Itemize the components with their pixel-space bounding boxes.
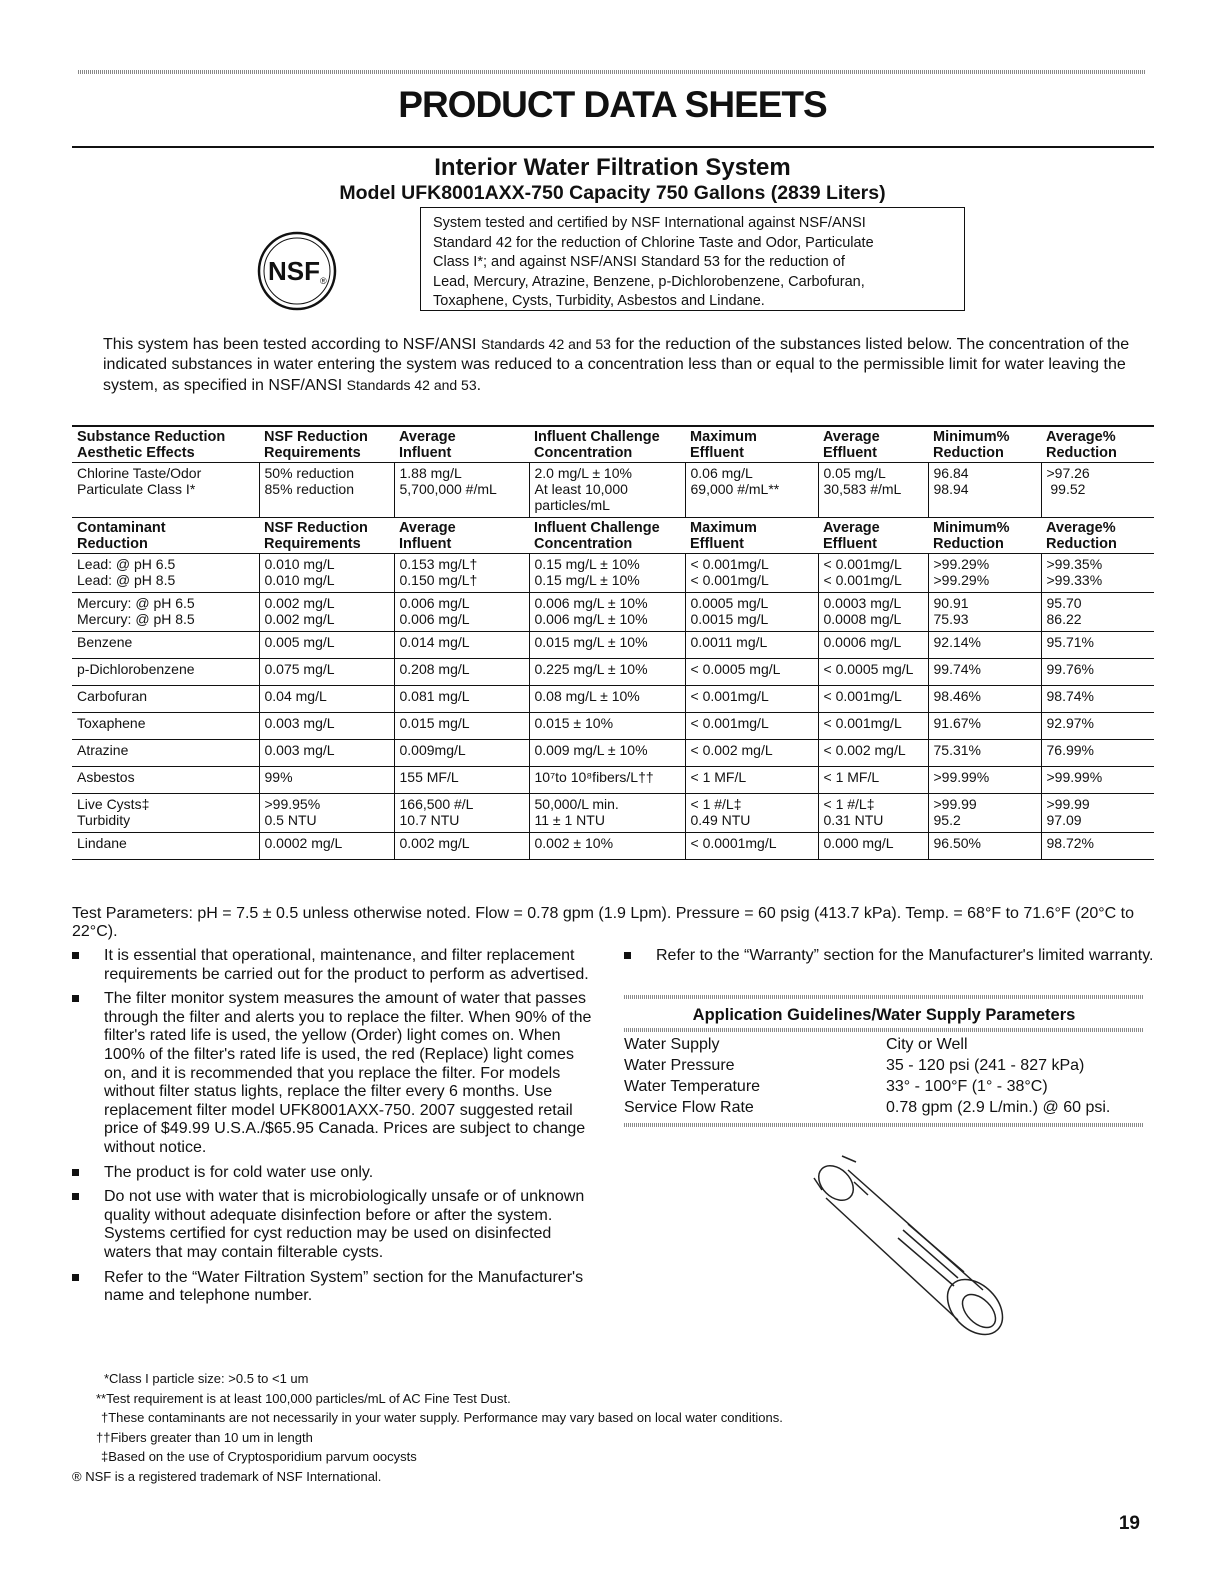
table-cell: >99.99 97.09	[1041, 794, 1154, 833]
table-cell: < 0.0005 mg/L	[685, 659, 818, 686]
table-cell: 0.014 mg/L	[394, 632, 529, 659]
table-cell: 1.88 mg/L 5,700,000 #/mL	[394, 463, 529, 518]
notes-list-left	[72, 947, 592, 1312]
app-value: City or Well	[886, 1036, 968, 1053]
table-cell: Live Cysts‡ Turbidity	[72, 794, 259, 833]
intro-text: .	[476, 377, 482, 394]
table-cell: 99.74%	[928, 659, 1041, 686]
table-cell: 0.015 mg/L ± 10%	[529, 632, 685, 659]
table-cell: Toxaphene	[72, 713, 259, 740]
intro-standards: Standards 42 and 53	[480, 336, 611, 352]
table-cell: 0.153 mg/L† 0.150 mg/L†	[394, 554, 529, 593]
note-item: The filter monitor system measures the amount of water that passes through the filter and alerts you to replace the filter. When 90% of the filter's rated life is used, the yellow (Order) light comes on. When 100% of the filter's rated life is used, the red (Replace) light comes on, and it is recommended that you replace the filter. For models without filter status lights, replace the filter every 6 months. Use replacement filter model UFK8001AXX-750. 2007 suggested retail price of $49.99 U.S.A./$65.95 Canada. Prices are subject to change without notice.	[72, 990, 592, 1157]
column-header: NSF Reduction Requirements	[259, 426, 394, 463]
note-item: Refer to the “Water Filtration System” section for the Manufacturer's name and telephone number.	[72, 1269, 592, 1306]
table-cell: 0.04 mg/L	[259, 686, 394, 713]
app-value: 33° - 100°F (1° - 38°C)	[886, 1078, 1048, 1095]
table-cell: 50% reduction 85% reduction	[259, 463, 394, 518]
table-cell: < 0.0005 mg/L	[818, 659, 928, 686]
system-title: Interior Water Filtration System	[434, 154, 791, 181]
table-cell: 96.84 98.94	[928, 463, 1041, 518]
column-header: NSF Reduction Requirements	[259, 518, 394, 554]
cert-line: Toxaphene, Cysts, Turbidity, Asbestos and Lindane.	[433, 293, 765, 310]
column-header: Average Effluent	[818, 518, 928, 554]
nsf-logo-icon	[256, 230, 338, 312]
note-item: Do not use with water that is microbiologically unsafe or of unknown quality without adequate disinfection before or after the system. Systems certified for cyst reduction may be used on disinfected waters that may contain filterable cysts.	[72, 1188, 592, 1262]
table-cell: >99.99%	[928, 767, 1041, 794]
table-cell: < 0.001mg/L	[685, 713, 818, 740]
table-cell: 155 MF/L	[394, 767, 529, 794]
intro-paragraph	[103, 334, 1148, 396]
column-header: Average% Reduction	[1041, 518, 1154, 554]
table-cell: 0.006 mg/L 0.006 mg/L	[394, 593, 529, 632]
table-cell: Benzene	[72, 632, 259, 659]
table-cell: < 0.0001mg/L	[685, 833, 818, 860]
table-cell: 0.0011 mg/L	[685, 632, 818, 659]
footnote: ® NSF is a registered trademark of NSF International.	[72, 1468, 382, 1484]
column-header: Minimum% Reduction	[928, 426, 1041, 463]
table-cell: 0.010 mg/L 0.010 mg/L	[259, 554, 394, 593]
table-cell: < 0.001mg/L	[818, 686, 928, 713]
table-cell: 0.0003 mg/L 0.0008 mg/L	[818, 593, 928, 632]
table-row	[72, 686, 1154, 713]
table-cell: 0.05 mg/L 30,583 #/mL	[818, 463, 928, 518]
column-header: Maximum Effluent	[685, 426, 818, 463]
app-label: Water Pressure	[624, 1057, 735, 1074]
table-row	[72, 767, 1154, 794]
table-cell: 95.70 86.22	[1041, 593, 1154, 632]
footnotes	[72, 1369, 783, 1487]
nsf-logo-text: NSF	[268, 256, 320, 286]
table-header-row	[72, 518, 1154, 554]
filter-cartridge-icon	[808, 1150, 1018, 1350]
table-cell: 96.50%	[928, 833, 1041, 860]
table-row	[72, 554, 1154, 593]
footnote: *Class I particle size: >0.5 to <1 um	[104, 1371, 309, 1386]
application-title: Application Guidelines/Water Supply Parameters	[692, 1006, 1076, 1024]
intro-text: This system has been tested according to NSF/ANSI	[103, 336, 481, 353]
app-row	[624, 1055, 1144, 1076]
svg-text:®: ®	[320, 276, 327, 286]
table-cell: Lead: @ pH 6.5 Lead: @ pH 8.5	[72, 554, 259, 593]
table-cell: 90.91 75.93	[928, 593, 1041, 632]
table-row	[72, 463, 1154, 518]
table-header-row	[72, 426, 1154, 463]
column-header: Maximum Effluent	[685, 518, 818, 554]
table-cell: 0.081 mg/L	[394, 686, 529, 713]
table-cell: 0.06 mg/L 69,000 #/mL**	[685, 463, 818, 518]
column-header: Influent Challenge Concentration	[529, 426, 685, 463]
column-header: Average Influent	[394, 426, 529, 463]
table-cell: p-Dichlorobenzene	[72, 659, 259, 686]
table-cell: 0.015 mg/L	[394, 713, 529, 740]
table-cell: 0.08 mg/L ± 10%	[529, 686, 685, 713]
table-row	[72, 632, 1154, 659]
table-cell: 98.72%	[1041, 833, 1154, 860]
table-cell: 91.67%	[928, 713, 1041, 740]
cert-line: Class I*; and against NSF/ANSI Standard 53 for the reduction of	[433, 254, 845, 271]
table-cell: < 1 MF/L	[818, 767, 928, 794]
column-header: Contaminant Reduction	[72, 518, 259, 554]
column-header: Influent Challenge Concentration	[529, 518, 685, 554]
table-cell: Atrazine	[72, 740, 259, 767]
certification-box	[420, 207, 965, 311]
table-cell: 0.015 ± 10%	[529, 713, 685, 740]
table-row	[72, 659, 1154, 686]
intro-text: for the reduction of the substances listed below. The concentration of the indicated substances in water entering the system was reduced to a concentration less than or equal to the permissible limit for water leaving the system, as specified in NSF/ANSI	[103, 336, 1130, 394]
table-cell: Asbestos	[72, 767, 259, 794]
table-cell: 0.009 mg/L ± 10%	[529, 740, 685, 767]
table-cell: 99.76%	[1041, 659, 1154, 686]
table-cell: Lindane	[72, 833, 259, 860]
table-cell: < 0.002 mg/L	[685, 740, 818, 767]
footnote: **Test requirement is at least 100,000 particles/mL of AC Fine Test Dust.	[96, 1390, 511, 1406]
table-cell: 50,000/L min. 11 ± 1 NTU	[529, 794, 685, 833]
notes-list-right	[624, 947, 1154, 972]
app-row	[624, 1076, 1144, 1097]
table-cell: 0.002 mg/L 0.002 mg/L	[259, 593, 394, 632]
test-parameters: Test Parameters: pH = 7.5 ± 0.5 unless otherwise noted. Flow = 0.78 gpm (1.9 Lpm). Pressure = 60 psig (413.7 kPa). Temp. = 68°F to 71.6°F (20°C to 22°C).	[72, 905, 1134, 940]
table-cell: 0.075 mg/L	[259, 659, 394, 686]
app-row	[624, 1034, 1144, 1055]
column-header: Average% Reduction	[1041, 426, 1154, 463]
table-cell: 0.005 mg/L	[259, 632, 394, 659]
table-cell: 2.0 mg/L ± 10% At least 10,000 particles/mL	[529, 463, 685, 518]
table-cell: >99.95% 0.5 NTU	[259, 794, 394, 833]
table-cell: 0.15 mg/L ± 10% 0.15 mg/L ± 10%	[529, 554, 685, 593]
table-cell: 95.71%	[1041, 632, 1154, 659]
footnote: ‡Based on the use of Cryptosporidium parvum oocysts	[101, 1449, 417, 1465]
column-header: Average Influent	[394, 518, 529, 554]
table-cell: 0.003 mg/L	[259, 740, 394, 767]
table-cell: < 0.001mg/L	[818, 713, 928, 740]
app-dotted-rule	[624, 995, 1144, 999]
table-cell: < 0.001mg/L < 0.001mg/L	[685, 554, 818, 593]
table-cell: Mercury: @ pH 6.5 Mercury: @ pH 8.5	[72, 593, 259, 632]
performance-data-table	[72, 425, 1154, 860]
page-number: 19	[1118, 1513, 1140, 1534]
column-header: Substance Reduction Aesthetic Effects	[72, 426, 259, 463]
app-row	[624, 1097, 1144, 1118]
note-item: The product is for cold water use only.	[72, 1164, 592, 1183]
table-cell: 98.74%	[1041, 686, 1154, 713]
app-dotted-rule	[624, 1028, 1144, 1032]
table-cell: < 1 #/L‡ 0.49 NTU	[685, 794, 818, 833]
table-cell: 10⁷to 10⁸fibers/L††	[529, 767, 685, 794]
table-row	[72, 794, 1154, 833]
table-cell: 76.99%	[1041, 740, 1154, 767]
table-cell: >99.29% >99.29%	[928, 554, 1041, 593]
column-header: Minimum% Reduction	[928, 518, 1041, 554]
table-cell: 0.002 ± 10%	[529, 833, 685, 860]
table-cell: 0.0002 mg/L	[259, 833, 394, 860]
table-cell: 0.006 mg/L ± 10% 0.006 mg/L ± 10%	[529, 593, 685, 632]
top-dotted-rule	[78, 70, 1146, 74]
table-row	[72, 740, 1154, 767]
column-header: Average Effluent	[818, 426, 928, 463]
table-cell: Chlorine Taste/Odor Particulate Class I*	[72, 463, 259, 518]
table-cell: 0.0005 mg/L 0.0015 mg/L	[685, 593, 818, 632]
table-cell: 0.000 mg/L	[818, 833, 928, 860]
app-value: 0.78 gpm (2.9 L/min.) @ 60 psi.	[886, 1099, 1111, 1116]
table-cell: >99.99 95.2	[928, 794, 1041, 833]
app-label: Water Temperature	[624, 1078, 761, 1095]
app-value: 35 - 120 psi (241 - 827 kPa)	[886, 1057, 1085, 1074]
table-cell: 166,500 #/L 10.7 NTU	[394, 794, 529, 833]
table-cell: < 0.001mg/L	[685, 686, 818, 713]
note-item: Refer to the “Warranty” section for the Manufacturer's limited warranty.	[624, 947, 1154, 966]
model-title: Model UFK8001AXX-750 Capacity 750 Gallons (2839 Liters)	[339, 182, 886, 204]
cert-line: Standard 42 for the reduction of Chlorine Taste and Odor, Particulate	[433, 234, 874, 251]
table-row	[72, 593, 1154, 632]
cert-line: Lead, Mercury, Atrazine, Benzene, p-Dichlorobenzene, Carbofuran,	[433, 273, 865, 290]
table-cell: 0.002 mg/L	[394, 833, 529, 860]
table-cell: 99%	[259, 767, 394, 794]
app-dotted-rule	[624, 1123, 1144, 1127]
table-cell: >99.99%	[1041, 767, 1154, 794]
table-cell: < 0.001mg/L < 0.001mg/L	[818, 554, 928, 593]
table-cell: 75.31%	[928, 740, 1041, 767]
cert-line: System tested and certified by NSF International against NSF/ANSI	[433, 215, 866, 231]
intro-standards: Standards 42 and 53	[346, 377, 477, 393]
table-row	[72, 713, 1154, 740]
table-cell: < 1 #/L‡ 0.31 NTU	[818, 794, 928, 833]
table-cell: 0.009mg/L	[394, 740, 529, 767]
table-row	[72, 833, 1154, 860]
table-cell: 0.225 mg/L ± 10%	[529, 659, 685, 686]
app-label: Service Flow Rate	[624, 1099, 754, 1116]
table-cell: < 1 MF/L	[685, 767, 818, 794]
page-title: PRODUCT DATA SHEETS	[398, 84, 827, 125]
footnote: †These contaminants are not necessarily in your water supply. Performance may vary based on local water conditions.	[101, 1410, 783, 1426]
table-cell: 92.14%	[928, 632, 1041, 659]
table-cell: < 0.002 mg/L	[818, 740, 928, 767]
table-cell: >97.26 99.52	[1041, 463, 1154, 518]
footnote: ††Fibers greater than 10 um in length	[96, 1429, 313, 1445]
table-cell: 0.003 mg/L	[259, 713, 394, 740]
application-table	[624, 1034, 1144, 1118]
app-label: Water Supply	[624, 1036, 720, 1053]
title-rule	[72, 146, 1154, 148]
table-cell: Carbofuran	[72, 686, 259, 713]
table-cell: 98.46%	[928, 686, 1041, 713]
table-cell: 92.97%	[1041, 713, 1154, 740]
table-cell: 0.0006 mg/L	[818, 632, 928, 659]
note-item: It is essential that operational, maintenance, and filter replacement requirements be carried out for the product to perform as advertised.	[72, 947, 592, 984]
table-cell: 0.208 mg/L	[394, 659, 529, 686]
table-cell: >99.35% >99.33%	[1041, 554, 1154, 593]
